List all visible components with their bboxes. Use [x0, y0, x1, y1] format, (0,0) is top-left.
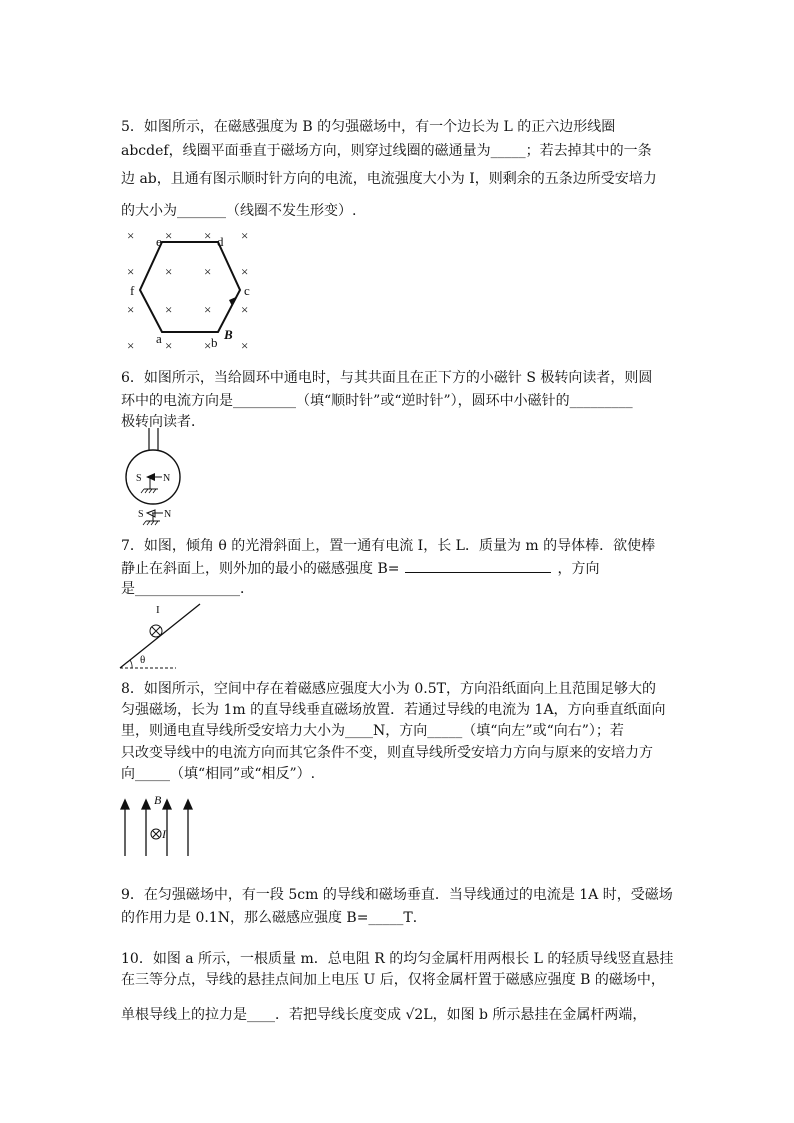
q5-line-2: abcdef，线圈平面垂直于磁场方向，则穿过线圈的磁通量为_____；若去掉其中的一条	[121, 143, 652, 159]
cross-mark: ×	[127, 228, 135, 243]
q5-line-3: 边 ab，且通有图示顺时针方向的电流，电流强度大小为 I，则剩余的五条边所受安培力	[121, 171, 657, 187]
q5-line-4: 的大小为_______（线圈不发生形变）.	[121, 203, 357, 219]
q8-line-1: 8．如图所示，空间中存在着磁感应强度大小为 0.5T，方向沿纸面向上且范围足够大的	[121, 681, 656, 697]
q10-line-3: 单根导线上的拉力是____．若把导线长度变成 √2L，如图 b 所示悬挂在金属杆两端，	[121, 1007, 647, 1023]
vertex-label-d: d	[217, 234, 224, 249]
q6-line-3: 极转向读者．	[121, 414, 205, 430]
vertex-label-b: b	[211, 335, 218, 350]
q5-line-1: 5．如图所示，在磁感强度为 B 的匀强磁场中，有一个边长为 L 的正六边形线圈	[121, 119, 616, 135]
answer-blank	[405, 558, 551, 573]
hexagon-coil	[140, 242, 240, 332]
ring-compass-figure	[122, 428, 186, 526]
cross-mark: ×	[165, 228, 173, 243]
cross-mark: ×	[204, 264, 212, 279]
cross-mark: ×	[165, 302, 173, 317]
cross-mark: ×	[127, 264, 135, 279]
incline-figure	[118, 600, 204, 672]
vertex-label-a: a	[156, 331, 162, 346]
cross-mark: ×	[204, 338, 212, 353]
field-lines-figure	[116, 792, 198, 858]
q7-line-3: 是_______________．	[121, 581, 254, 597]
q9-line-2: 的作用力是 0.1N，那么磁感应强度 B=_____T．	[121, 910, 427, 926]
compass-outer-N: N	[164, 509, 172, 520]
field-label-B: B	[224, 327, 233, 342]
q9-line-1: 9．在匀强磁场中，有一段 5cm 的导线和磁场垂直．当导线通过的电流是 1A 时，受磁场	[121, 887, 673, 903]
q6-line-2: 环中的电流方向是_________（填“顺时针”或“逆时针”），圆环中小磁针的_________	[121, 393, 633, 409]
compass-inner-S: S	[136, 473, 142, 484]
cross-mark: ×	[241, 264, 249, 279]
q7-line-2	[121, 558, 599, 578]
cross-mark: ×	[241, 302, 249, 317]
cross-mark: ×	[204, 302, 212, 317]
angle-label-theta: θ	[140, 654, 146, 666]
q7-line-1: 7．如图，倾角 θ 的光滑斜面上，置一通有电流 I，长 L．质量为 m 的导体棒．欲使棒	[121, 538, 656, 554]
hexagon-coil-figure	[120, 226, 260, 354]
q10-line-1: 10．如图 a 所示，一根质量 m．总电阻 R 的均匀金属杆用两根长 L 的轻质导线竖直悬挂	[121, 951, 674, 967]
compass-outer-S: S	[138, 509, 144, 520]
vertex-label-c: c	[244, 283, 250, 298]
cross-mark: ×	[165, 264, 173, 279]
cross-mark: ×	[127, 338, 135, 353]
cross-mark: ×	[241, 228, 249, 243]
q8-line-5: 向_____（填“相同”或“相反”）.	[121, 766, 316, 782]
compass-inner-N: N	[163, 473, 171, 484]
vertex-label-e: e	[156, 234, 162, 249]
cross-mark: ×	[204, 228, 212, 243]
q8-line-2: 匀强磁场，长为 1m 的直导线垂直磁场放置．若通过导线的电流为 1A，方向垂直纸面向	[121, 702, 666, 718]
q7-line-2-start: 静止在斜面上，则外加的最小的磁感强度 B=	[121, 561, 400, 577]
current-label-I: I	[162, 827, 166, 841]
q8-line-3: 里，则通电直导线所受安培力大小为____N，方向_____（填“向左”或“向右”）；若	[121, 723, 624, 739]
q8-line-4: 只改变导线中的电流方向而其它条件不变，则直导线所受安培力方向与原来的安培力方	[121, 745, 653, 761]
q10-line-2: 在三等分点，导线的悬挂点间加上电压 U 后，仅将金属杆置于磁感应强度 B 的磁场中，	[121, 972, 665, 988]
cross-mark: ×	[165, 338, 173, 353]
current-label-I: I	[156, 604, 160, 616]
cross-mark: ×	[241, 338, 249, 353]
cross-mark: ×	[127, 302, 135, 317]
vertex-label-f: f	[130, 283, 135, 298]
q6-line-1: 6．如图所示，当给圆环中通电时，与其共面且在正下方的小磁针 S 极转向读者，则圆	[121, 370, 653, 386]
field-label-B: B	[154, 793, 162, 807]
q7-line-2-end: ，方向	[557, 561, 600, 577]
